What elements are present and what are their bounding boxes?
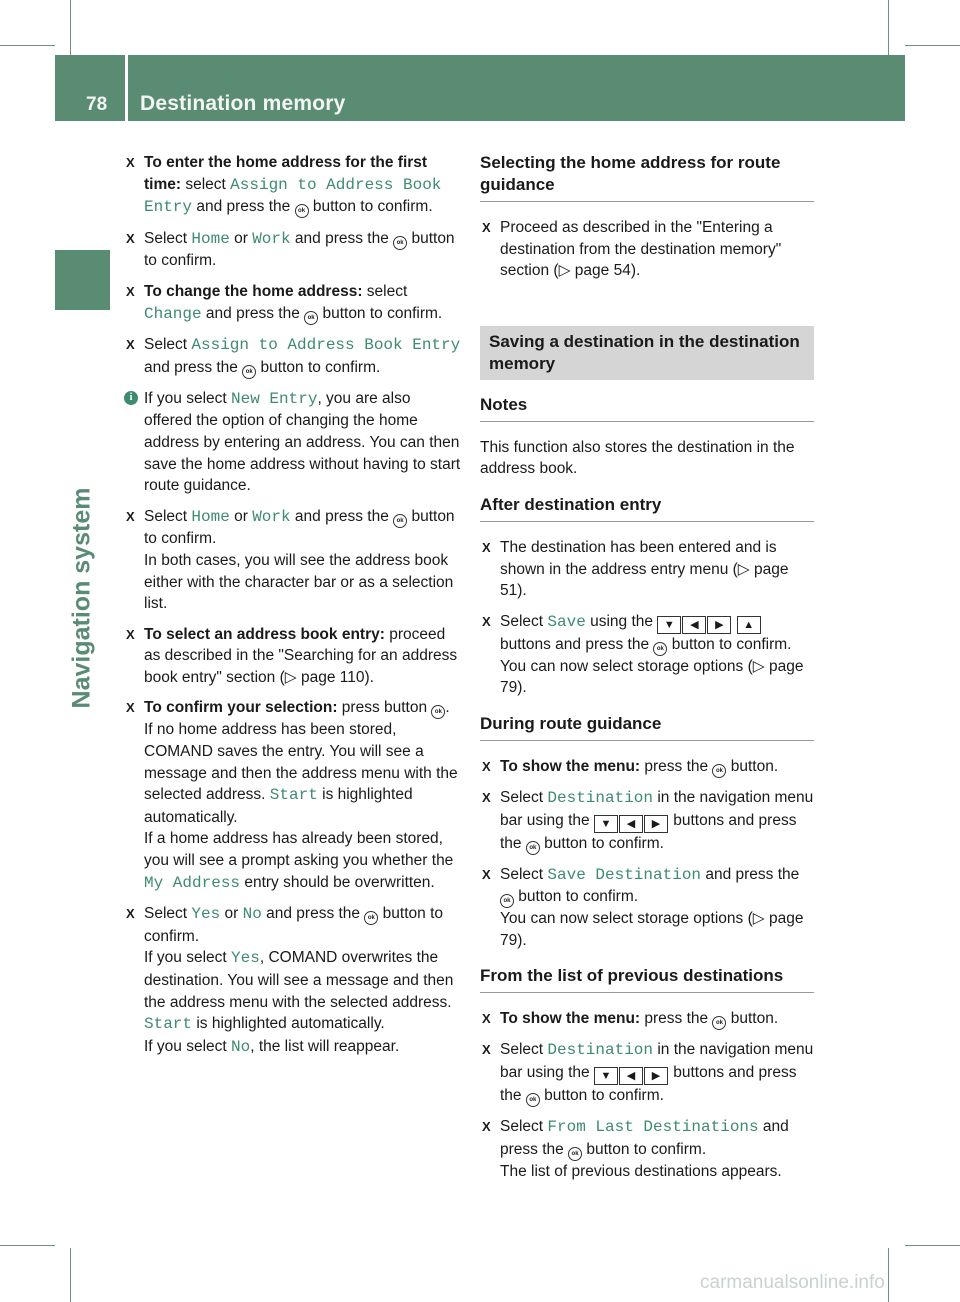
- step-heading: To change the home address:: [144, 282, 363, 300]
- header-separator: [125, 55, 128, 121]
- ok-button-icon: ok: [712, 764, 726, 778]
- instruction-step: X To confirm your selection: press button ok . If no home address has been stored, COMAND saves the entry. You will see a message and then the address menu with the selected address. Start is highlighted automatically. If a home address has already been stored, you will see a prompt asking you whether the My Address entry should be overwritten.: [124, 697, 462, 894]
- instruction-step: X Select Destination in the navigation menu bar using the ▼ ◀ ▶ buttons and press the ok button to confirm.: [480, 787, 814, 855]
- info-note: i If you select New Entry, you are also offered the option of changing the home address by entering an address. You can then save the home address without having to start route guidance.: [124, 388, 462, 497]
- instruction-step: X Select Save Destination and press the ok button to confirm. You can now select storage options (▷ page 79).: [480, 864, 814, 952]
- instruction-step: X The destination has been entered and is shown in the address entry menu (▷ page 51).: [482, 538, 789, 600]
- step-detail: If a home address has already been stored, you will see a prompt asking you whether the My Address entry should be overwritten.: [144, 830, 454, 892]
- step-marker-icon: X: [126, 906, 135, 922]
- menu-item-label: Work: [252, 507, 291, 526]
- step-marker-icon: X: [126, 155, 135, 170]
- crop-mark: [905, 1245, 960, 1246]
- step-marker-icon: X: [126, 230, 135, 246]
- page-title: Destination memory: [140, 92, 346, 115]
- ok-button-icon: ok: [295, 204, 309, 218]
- left-column: [124, 152, 462, 1067]
- menu-item-label: Destination: [547, 788, 654, 807]
- step-detail: If no home address has been stored, COMAND saves the entry. You will see a message and then the address menu with the selected address. Start is highlighted automatically.: [144, 721, 458, 826]
- instruction-step: X To change the home address: select Change and press the ok button to confirm.: [126, 282, 443, 323]
- menu-item-label: Home: [191, 229, 230, 248]
- menu-item-label: Yes: [191, 905, 221, 924]
- arrow-up-key-icon: ▲: [737, 616, 761, 634]
- menu-item-label: Start: [144, 1015, 193, 1034]
- instruction-step: X Select From Last Destinations and press the ok button to confirm. The list of previous destinations appears.: [480, 1116, 814, 1182]
- ok-button-icon: ok: [304, 311, 318, 325]
- ok-button-icon: ok: [500, 894, 514, 908]
- step-marker-icon: X: [482, 220, 491, 235]
- menu-item-label: Save Destination: [547, 865, 702, 884]
- body-text: This function also stores the destination in the address book.: [480, 438, 795, 478]
- step-marker-icon: X: [126, 337, 135, 353]
- step-detail: If you select Yes, COMAND overwrites the destination. You will see a message and then the address menu with the selected address. Start is highlighted automatically.: [144, 949, 454, 1034]
- crop-mark: [905, 45, 960, 46]
- ok-button-icon: ok: [393, 514, 407, 528]
- instruction-step: X Select Assign to Address Book Entry and press the ok button to confirm.: [124, 334, 462, 379]
- section-heading: Selecting the home address for route guidance: [480, 152, 814, 202]
- arrow-left-key-icon: ◀: [682, 616, 706, 634]
- ok-button-icon: ok: [364, 911, 378, 925]
- menu-item-label: Save: [547, 612, 586, 631]
- step-detail: If you select No, the list will reappear.: [144, 1037, 400, 1056]
- info-icon: i: [124, 391, 138, 405]
- section-heading: Notes: [480, 394, 814, 422]
- menu-item-label: My Address: [144, 873, 241, 892]
- instruction-step: X To enter the home address for the first time: select Assign to Address Book Entry and press the ok button to confirm.: [126, 154, 442, 217]
- arrow-down-key-icon: ▼: [657, 616, 681, 634]
- menu-item-label: Work: [252, 229, 291, 248]
- ok-button-icon: ok: [526, 841, 540, 855]
- instruction-step: X Select Home or Work and press the ok button to confirm.: [126, 229, 455, 270]
- arrow-down-key-icon: ▼: [594, 815, 618, 833]
- instruction-step: X To select an address book entry: proceed as described in the "Searching for an address book entry" section (▷ page 110).: [126, 625, 458, 686]
- arrow-right-key-icon: ▶: [644, 1067, 668, 1085]
- step-detail: You can now select storage options (▷ page 79).: [500, 910, 804, 949]
- crop-mark: [70, 0, 71, 55]
- right-column: [480, 152, 814, 1191]
- step-marker-icon: X: [482, 1042, 491, 1058]
- instruction-step: X To show the menu: press the ok button.: [480, 1008, 814, 1030]
- crop-mark: [888, 1248, 889, 1302]
- instruction-step: X Select Save using the ▼ ◀ ▶ ▲ buttons and press the ok button to confirm. You can now select storage options (▷ page 79).: [480, 611, 814, 699]
- step-marker-icon: X: [482, 789, 491, 805]
- step-heading: To confirm your selection:: [144, 699, 338, 717]
- arrow-right-key-icon: ▶: [644, 815, 668, 833]
- instruction-step: X To show the menu: press the ok button.: [480, 756, 814, 778]
- ok-button-icon: ok: [526, 1093, 540, 1107]
- ok-button-icon: ok: [393, 236, 407, 250]
- page-number: 78: [86, 94, 108, 115]
- ok-button-icon: ok: [431, 705, 445, 719]
- crop-mark: [0, 1245, 55, 1246]
- section-heading: From the list of previous destinations: [480, 965, 814, 993]
- crop-mark: [0, 45, 55, 46]
- menu-item-label: No: [242, 905, 262, 924]
- instruction-step: X Select Home or Work and press the ok button to confirm. In both cases, you will see the address book either with the character bar or as a selection list.: [124, 506, 462, 615]
- instruction-step: X Proceed as described in the "Entering a destination from the destination memory" section (▷ page 54).: [482, 219, 782, 280]
- menu-item-label: From Last Destinations: [547, 1117, 759, 1136]
- step-marker-icon: X: [126, 283, 135, 299]
- step-marker-icon: X: [482, 758, 491, 774]
- ok-button-icon: ok: [568, 1147, 582, 1161]
- menu-item-label: Destination: [547, 1041, 654, 1060]
- menu-item-label: Assign to Address Book Entry: [144, 175, 442, 217]
- menu-item-label: Start: [269, 786, 318, 805]
- step-heading: To enter the home address for the first time:: [144, 154, 428, 193]
- step-marker-icon: X: [482, 613, 491, 629]
- step-heading: To show the menu:: [500, 1010, 641, 1028]
- step-detail: In both cases, you will see the address book either with the character bar or as a selection list.: [144, 551, 454, 613]
- menu-item-label: No: [231, 1037, 251, 1056]
- instruction-step: X Select Yes or No and press the ok button to confirm. If you select Yes, COMAND overwrites the destination. You will see a message and then the address menu with the selected address. Start is highlighted automatically. If you select No, the list will reappear.: [124, 903, 462, 1058]
- menu-item-label: New Entry: [231, 389, 318, 408]
- menu-item-label: Assign to Address Book Entry: [191, 336, 461, 355]
- chapter-box-heading: Saving a destination in the destination memory: [480, 326, 814, 380]
- section-heading: During route guidance: [480, 713, 814, 741]
- step-heading: To show the menu:: [500, 757, 641, 775]
- chapter-label: Navigation system: [67, 487, 96, 709]
- step-detail: The list of previous destinations appears.: [500, 1162, 782, 1180]
- step-marker-icon: X: [482, 539, 491, 555]
- crop-mark: [70, 1248, 71, 1302]
- step-marker-icon: X: [126, 700, 135, 716]
- step-marker-icon: X: [126, 626, 135, 642]
- menu-item-label: Yes: [231, 949, 260, 968]
- side-tab-marker: [55, 250, 110, 310]
- menu-item-label: Home: [191, 507, 230, 526]
- step-heading: To select an address book entry:: [144, 625, 385, 643]
- step-detail: You can now select storage options (▷ page 79).: [500, 657, 804, 697]
- watermark: carmanualsonline.info: [700, 1272, 885, 1293]
- instruction-step: X Select Destination in the navigation menu bar using the ▼ ◀ ▶ buttons and press the ok button to confirm.: [480, 1039, 814, 1107]
- crop-mark: [888, 0, 889, 55]
- ok-button-icon: ok: [712, 1016, 726, 1030]
- arrow-down-key-icon: ▼: [594, 1067, 618, 1085]
- ok-button-icon: ok: [242, 365, 256, 379]
- step-marker-icon: X: [482, 1118, 491, 1134]
- step-marker-icon: X: [482, 866, 491, 882]
- menu-item-label: Change: [144, 304, 202, 323]
- step-marker-icon: X: [126, 508, 135, 524]
- ok-button-icon: ok: [653, 642, 667, 656]
- arrow-right-key-icon: ▶: [707, 616, 731, 634]
- section-heading: After destination entry: [480, 494, 814, 522]
- arrow-left-key-icon: ◀: [619, 815, 643, 833]
- arrow-left-key-icon: ◀: [619, 1067, 643, 1085]
- step-marker-icon: X: [482, 1011, 491, 1027]
